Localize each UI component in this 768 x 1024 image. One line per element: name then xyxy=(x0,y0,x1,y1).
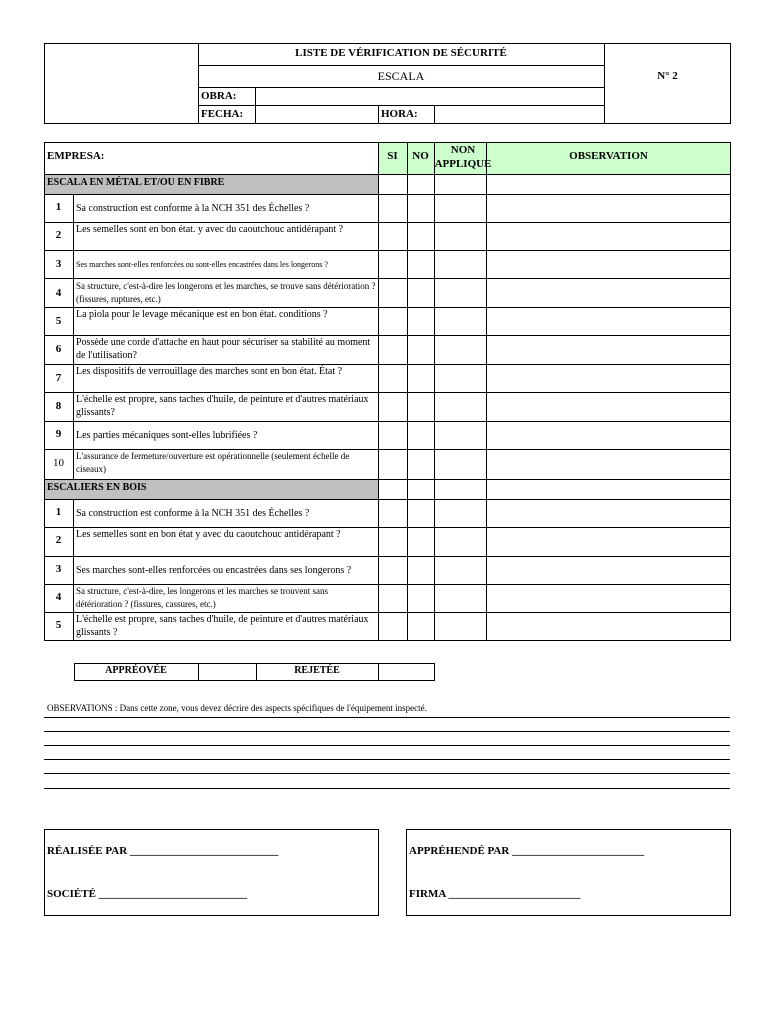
item-number: 9 xyxy=(55,428,62,440)
item-number: 3 xyxy=(55,563,62,575)
question-text: La piola pour le levage mécanique est en bon état. conditions ? xyxy=(76,309,328,320)
question-text: Les parties mécaniques sont-elles lubrifiées ? xyxy=(76,430,258,441)
page-subtitle: ESCALA xyxy=(377,69,425,83)
empresa-label: EMPRESA: xyxy=(47,150,105,162)
section-header-metal: ESCALA EN MÉTAL ET/OU EN FIBRE xyxy=(44,174,378,194)
item-number: 2 xyxy=(55,229,62,241)
societe-field[interactable]: SOCIÉTÉ ___________________________ xyxy=(47,888,248,900)
item-number: 5 xyxy=(55,315,62,327)
obra-field[interactable] xyxy=(256,88,603,104)
question-text: Ses marches sont-elles renforcées ou sont-elles encastrées dans les longerons ? xyxy=(76,260,328,269)
hora-field[interactable] xyxy=(435,106,603,123)
observation-line[interactable] xyxy=(44,773,730,774)
observation-line[interactable] xyxy=(44,745,730,746)
column-header-si: SI xyxy=(387,150,398,162)
question-text: Ses marches sont-elles renforcées ou encastrées dans ses longerons ? xyxy=(76,565,352,576)
question-text: Sa construction est conforme à la NCH 351 des Échelles ? xyxy=(76,203,310,214)
signature-box-left xyxy=(44,829,379,916)
observation-line[interactable] xyxy=(44,717,730,718)
item-number: 6 xyxy=(55,343,62,355)
page-title: LISTE DE VÉRIFICATION DE SÉCURITÉ xyxy=(295,47,507,59)
rejected-checkbox[interactable] xyxy=(379,664,434,680)
item-number: 5 xyxy=(55,619,62,631)
column-header-non-applique: NON APPLIQUE xyxy=(434,144,492,170)
fecha-label: FECHA: xyxy=(201,108,244,120)
approved-label: APPRÉOVÉE xyxy=(105,665,167,676)
apprehende-par-field[interactable]: APPRÉHENDÉ PAR ________________________ xyxy=(409,845,645,857)
item-number: 1 xyxy=(55,506,62,518)
question-text: Sa structure, c'est-à-dire, les longerons et les marches se trouvent sans détérioration ? (fissures, cassures, etc.) xyxy=(76,586,329,609)
question-text: L'échelle est propre, sans taches d'huile, de peinture et d'autres matériaux glissants ? xyxy=(76,614,369,638)
question-text: Possède une corde d'attache en haut pour sécuriser sa stabilité au moment de l'utilisation? xyxy=(76,337,371,361)
fecha-field[interactable] xyxy=(256,106,377,123)
section-header-wood: ESCALIERS EN BOIS xyxy=(44,479,378,499)
item-number: 8 xyxy=(55,400,62,412)
document-number: N° 2 xyxy=(657,70,678,82)
approved-checkbox[interactable] xyxy=(199,664,255,680)
rejected-label: REJETÉE xyxy=(294,665,340,676)
question-text: L'échelle est propre, sans taches d'huile, de peinture et d'autres matériaux glissants? xyxy=(76,394,369,418)
question-text: Sa structure, c'est-à-dire les longerons et les marches, se trouve sans détérioration ? (fissures, ruptures, etc.) xyxy=(76,281,376,304)
question-text: L'assurance de fermeture/ouverture est opérationnelle (seulement échelle de ciseaux) xyxy=(76,451,350,474)
item-number: 10 xyxy=(53,457,64,469)
column-header-observation: OBSERVATION xyxy=(569,150,648,162)
item-number: 3 xyxy=(55,258,62,270)
question-text: Les dispositifs de verrouillage des marches sont en bon état. État ? xyxy=(76,366,343,377)
realise-par-field[interactable]: RÉALISÉE PAR ___________________________ xyxy=(47,845,279,857)
question-text: Les semelles sont en bon état. y avec du caoutchouc antidérapant ? xyxy=(76,224,344,235)
observation-line[interactable] xyxy=(44,788,730,789)
signature-box-right xyxy=(406,829,731,916)
item-number: 4 xyxy=(55,287,62,299)
item-number: 4 xyxy=(55,591,62,603)
firma-field[interactable]: FIRMA ________________________ xyxy=(409,888,581,900)
hora-label: HORA: xyxy=(381,108,418,120)
observation-line[interactable] xyxy=(44,759,730,760)
obra-label: OBRA: xyxy=(201,90,237,102)
item-number: 2 xyxy=(55,534,62,546)
item-number: 7 xyxy=(55,372,62,384)
question-text: Sa construction est conforme à la NCH 351 des Échelles ? xyxy=(76,508,310,519)
item-number: 1 xyxy=(55,201,62,213)
observations-label: OBSERVATIONS : Dans cette zone, vous devez décrire des aspects spécifiques de l'équipement inspecté. xyxy=(47,703,427,713)
column-header-no: NO xyxy=(412,150,429,162)
observation-line[interactable] xyxy=(44,731,730,732)
question-text: Les semelles sont en bon état y avec du caoutchouc antidérapant ? xyxy=(76,529,341,540)
